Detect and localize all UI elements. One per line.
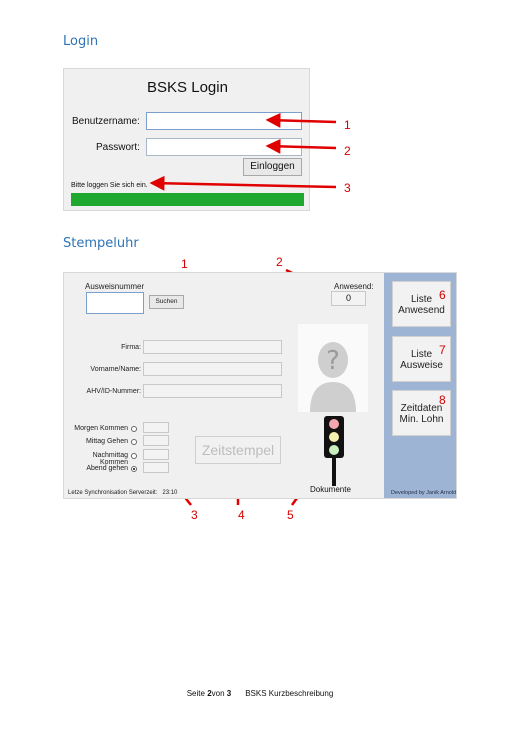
radio-label: Mittag Gehen — [85, 438, 128, 445]
button-label: Liste — [410, 349, 433, 360]
footer-mid: von — [211, 689, 227, 698]
button-label: Liste — [410, 294, 433, 305]
footer-total-pages: 3 — [226, 689, 232, 698]
footer-prefix: Seite — [186, 689, 208, 698]
login-title: BSKS Login — [147, 79, 228, 96]
callout-number: 3 — [191, 508, 198, 522]
vorname-field — [143, 362, 282, 376]
password-label: Passwort: — [96, 142, 140, 153]
stempeluhr-heading: Stempeluhr — [63, 236, 139, 251]
firma-field — [143, 340, 282, 354]
page-footer — [0, 689, 520, 698]
callout-number: 1 — [181, 257, 188, 271]
vorname-label: Vorname/Name: — [90, 366, 141, 373]
username-label: Benutzername: — [72, 116, 140, 127]
firma-label: Firma: — [121, 344, 141, 351]
callout-number: 7 — [439, 343, 446, 357]
anwesend-label: Anwesend: — [334, 282, 374, 291]
svg-text:?: ? — [326, 346, 340, 376]
callout-number: 6 — [439, 288, 446, 302]
ausweis-input[interactable] — [86, 292, 144, 314]
status-text: Bitte loggen Sie sich ein. — [71, 182, 148, 189]
callout-number: 1 — [344, 118, 351, 132]
zeitstempel-button[interactable]: Zeitstempel — [195, 436, 281, 464]
button-label: Min. Lohn — [399, 414, 444, 425]
login-button[interactable]: Einloggen — [243, 158, 302, 176]
callout-number: 8 — [439, 393, 446, 407]
sidebar — [384, 273, 457, 499]
traffic-light-icon — [324, 416, 344, 458]
callout-arrow-password — [268, 146, 336, 148]
time-field — [143, 449, 169, 460]
radio-mittag-gehen[interactable] — [131, 439, 137, 445]
radio-label: Morgen Kommen — [74, 425, 128, 432]
radio-label: Nachmittag Kommen — [92, 452, 128, 466]
callout-number: 2 — [276, 255, 283, 269]
sync-status: Letze Synchronisation Serverzeit: 23:10 — [68, 490, 178, 496]
radio-morgen-kommen[interactable] — [131, 426, 137, 432]
callout-arrow-status — [152, 183, 336, 187]
time-field — [143, 435, 169, 446]
callout-number: 5 — [287, 508, 294, 522]
time-field — [143, 462, 169, 473]
button-label: Ausweise — [400, 360, 443, 371]
search-button[interactable]: Suchen — [149, 295, 184, 309]
ahv-label: AHV/ID-Nummer: — [86, 388, 141, 395]
ahv-field — [143, 384, 282, 398]
button-label: Zeitdaten — [400, 403, 443, 414]
callout-number: 4 — [238, 508, 245, 522]
footer-title: BSKS Kurzbeschreibung — [245, 689, 334, 698]
person-placeholder-icon — [298, 324, 368, 412]
radio-abend-gehen[interactable] — [131, 466, 137, 472]
traffic-light-pole — [332, 458, 336, 486]
callout-arrow-username — [268, 120, 336, 122]
developer-credit: Developed by Janik Arnold — [391, 490, 457, 496]
person-photo — [298, 324, 368, 412]
dokumente-label[interactable]: Dokumente — [310, 485, 351, 494]
radio-nachmittag-kommen[interactable] — [131, 453, 137, 459]
anwesend-count: 0 — [331, 291, 366, 306]
ausweis-label: Ausweisnummer — [85, 282, 145, 291]
time-field — [143, 422, 169, 433]
stempeluhr-window — [63, 272, 457, 499]
login-heading: Login — [63, 34, 99, 49]
callout-number: 3 — [344, 181, 351, 195]
radio-label: Abend gehen — [86, 465, 128, 472]
callout-number: 2 — [344, 144, 351, 158]
footer-current-page: 2 — [207, 689, 212, 698]
button-label: Anwesend — [398, 305, 445, 316]
